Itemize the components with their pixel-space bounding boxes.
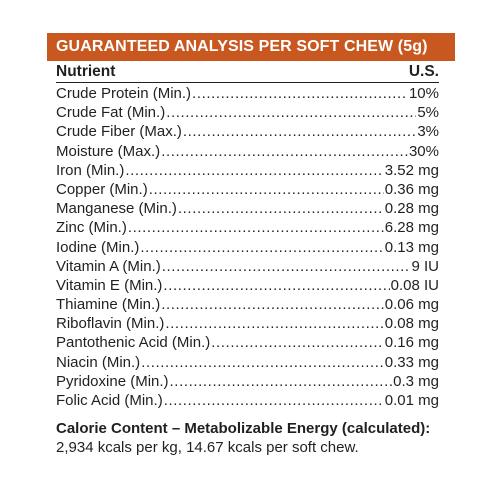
nutrient-value: 3.52 mg [384,161,439,179]
nutrient-value: 0.01 mg [384,392,439,409]
dot-leader [178,199,384,218]
nutrient-name: Vitamin A (Min.) [56,257,161,275]
table-row [56,333,439,352]
nutrient-value: 0.06 mg [384,296,439,314]
dot-leader [162,257,411,276]
nutrient-rows [56,84,439,410]
nutrient-name: Iodine (Min.) [56,238,140,256]
nutrient-name: Copper (Min.) [56,180,148,198]
table-row [56,314,439,333]
table-row [56,122,439,141]
dot-leader [166,103,416,122]
nutrient-name: Niacin (Min.) [56,353,141,371]
nutrient-value: 3% [417,123,439,141]
nutrient-name: Crude Fat (Min.) [56,104,166,122]
section-title-banner: GUARANTEED ANALYSIS PER SOFT CHEW (5g) [47,33,455,61]
dot-leader [125,161,383,180]
table-row [56,142,439,161]
dot-leader [149,180,384,199]
nutrient-value: 9 IU [411,257,439,275]
nutrient-value: 0.36 mg [384,180,439,198]
nutrient-name: Pantothenic Acid (Min.) [56,334,211,352]
dot-leader [140,238,383,257]
column-header-nutrient: Nutrient [56,62,116,80]
dot-leader [165,314,383,333]
table-row [56,353,439,372]
table-row [56,103,439,122]
nutrient-name: Zinc (Min.) [56,219,127,237]
table-row [56,372,439,391]
dot-leader [141,353,384,372]
calorie-content [56,419,456,457]
table-row [56,161,439,180]
nutrient-name: Vitamin E (Min.) [56,276,163,294]
nutrient-value: 0.28 mg [384,200,439,218]
nutrient-name: Iron (Min.) [56,161,125,179]
dot-leader [164,391,384,410]
table-row [56,295,439,314]
dot-leader [128,218,384,237]
dot-leader [211,333,384,352]
table-row [56,199,439,218]
table-row [56,218,439,237]
nutrient-name: Manganese (Min.) [56,200,177,218]
table-row [56,276,439,295]
table-row [56,238,439,257]
table-row [56,180,439,199]
nutrient-name: Folic Acid (Min.) [56,392,163,409]
nutrient-name: Crude Protein (Min.) [56,85,192,102]
nutrient-name: Thiamine (Min.) [56,296,161,314]
nutrient-value: 0.08 IU [390,276,439,294]
nutrient-value: 5% [417,104,439,122]
calorie-content-title: Calorie Content – Metabolizable Energy (calculated): [56,420,431,437]
nutrient-value: 0.16 mg [384,334,439,352]
nutrient-name: Pyridoxine (Min.) [56,372,169,390]
table-header [56,61,439,83]
nutrient-table [56,61,439,410]
table-row [56,84,439,103]
calorie-content-text: 2,934 kcals per kg, 14.67 kcals per soft chew. [56,439,359,456]
dot-leader [192,84,408,103]
table-row [56,391,439,410]
nutrient-value: 0.33 mg [384,353,439,371]
nutrient-value: 10% [408,85,439,102]
dot-leader [183,122,416,141]
nutrient-name: Crude Fiber (Max.) [56,123,182,141]
nutrient-value: 0.13 mg [384,238,439,256]
column-header-units: U.S. [408,62,439,80]
nutrient-name: Riboflavin (Min.) [56,315,165,333]
nutrient-name: Moisture (Max.) [56,142,161,160]
dot-leader [161,295,384,314]
nutrient-value: 30% [408,142,439,160]
nutrient-value: 0.3 mg [393,372,439,390]
dot-leader [163,276,389,295]
nutrient-value: 0.08 mg [384,315,439,333]
dot-leader [170,372,393,391]
table-row [56,257,439,276]
dot-leader [161,142,408,161]
nutrient-value: 6.28 mg [384,219,439,237]
